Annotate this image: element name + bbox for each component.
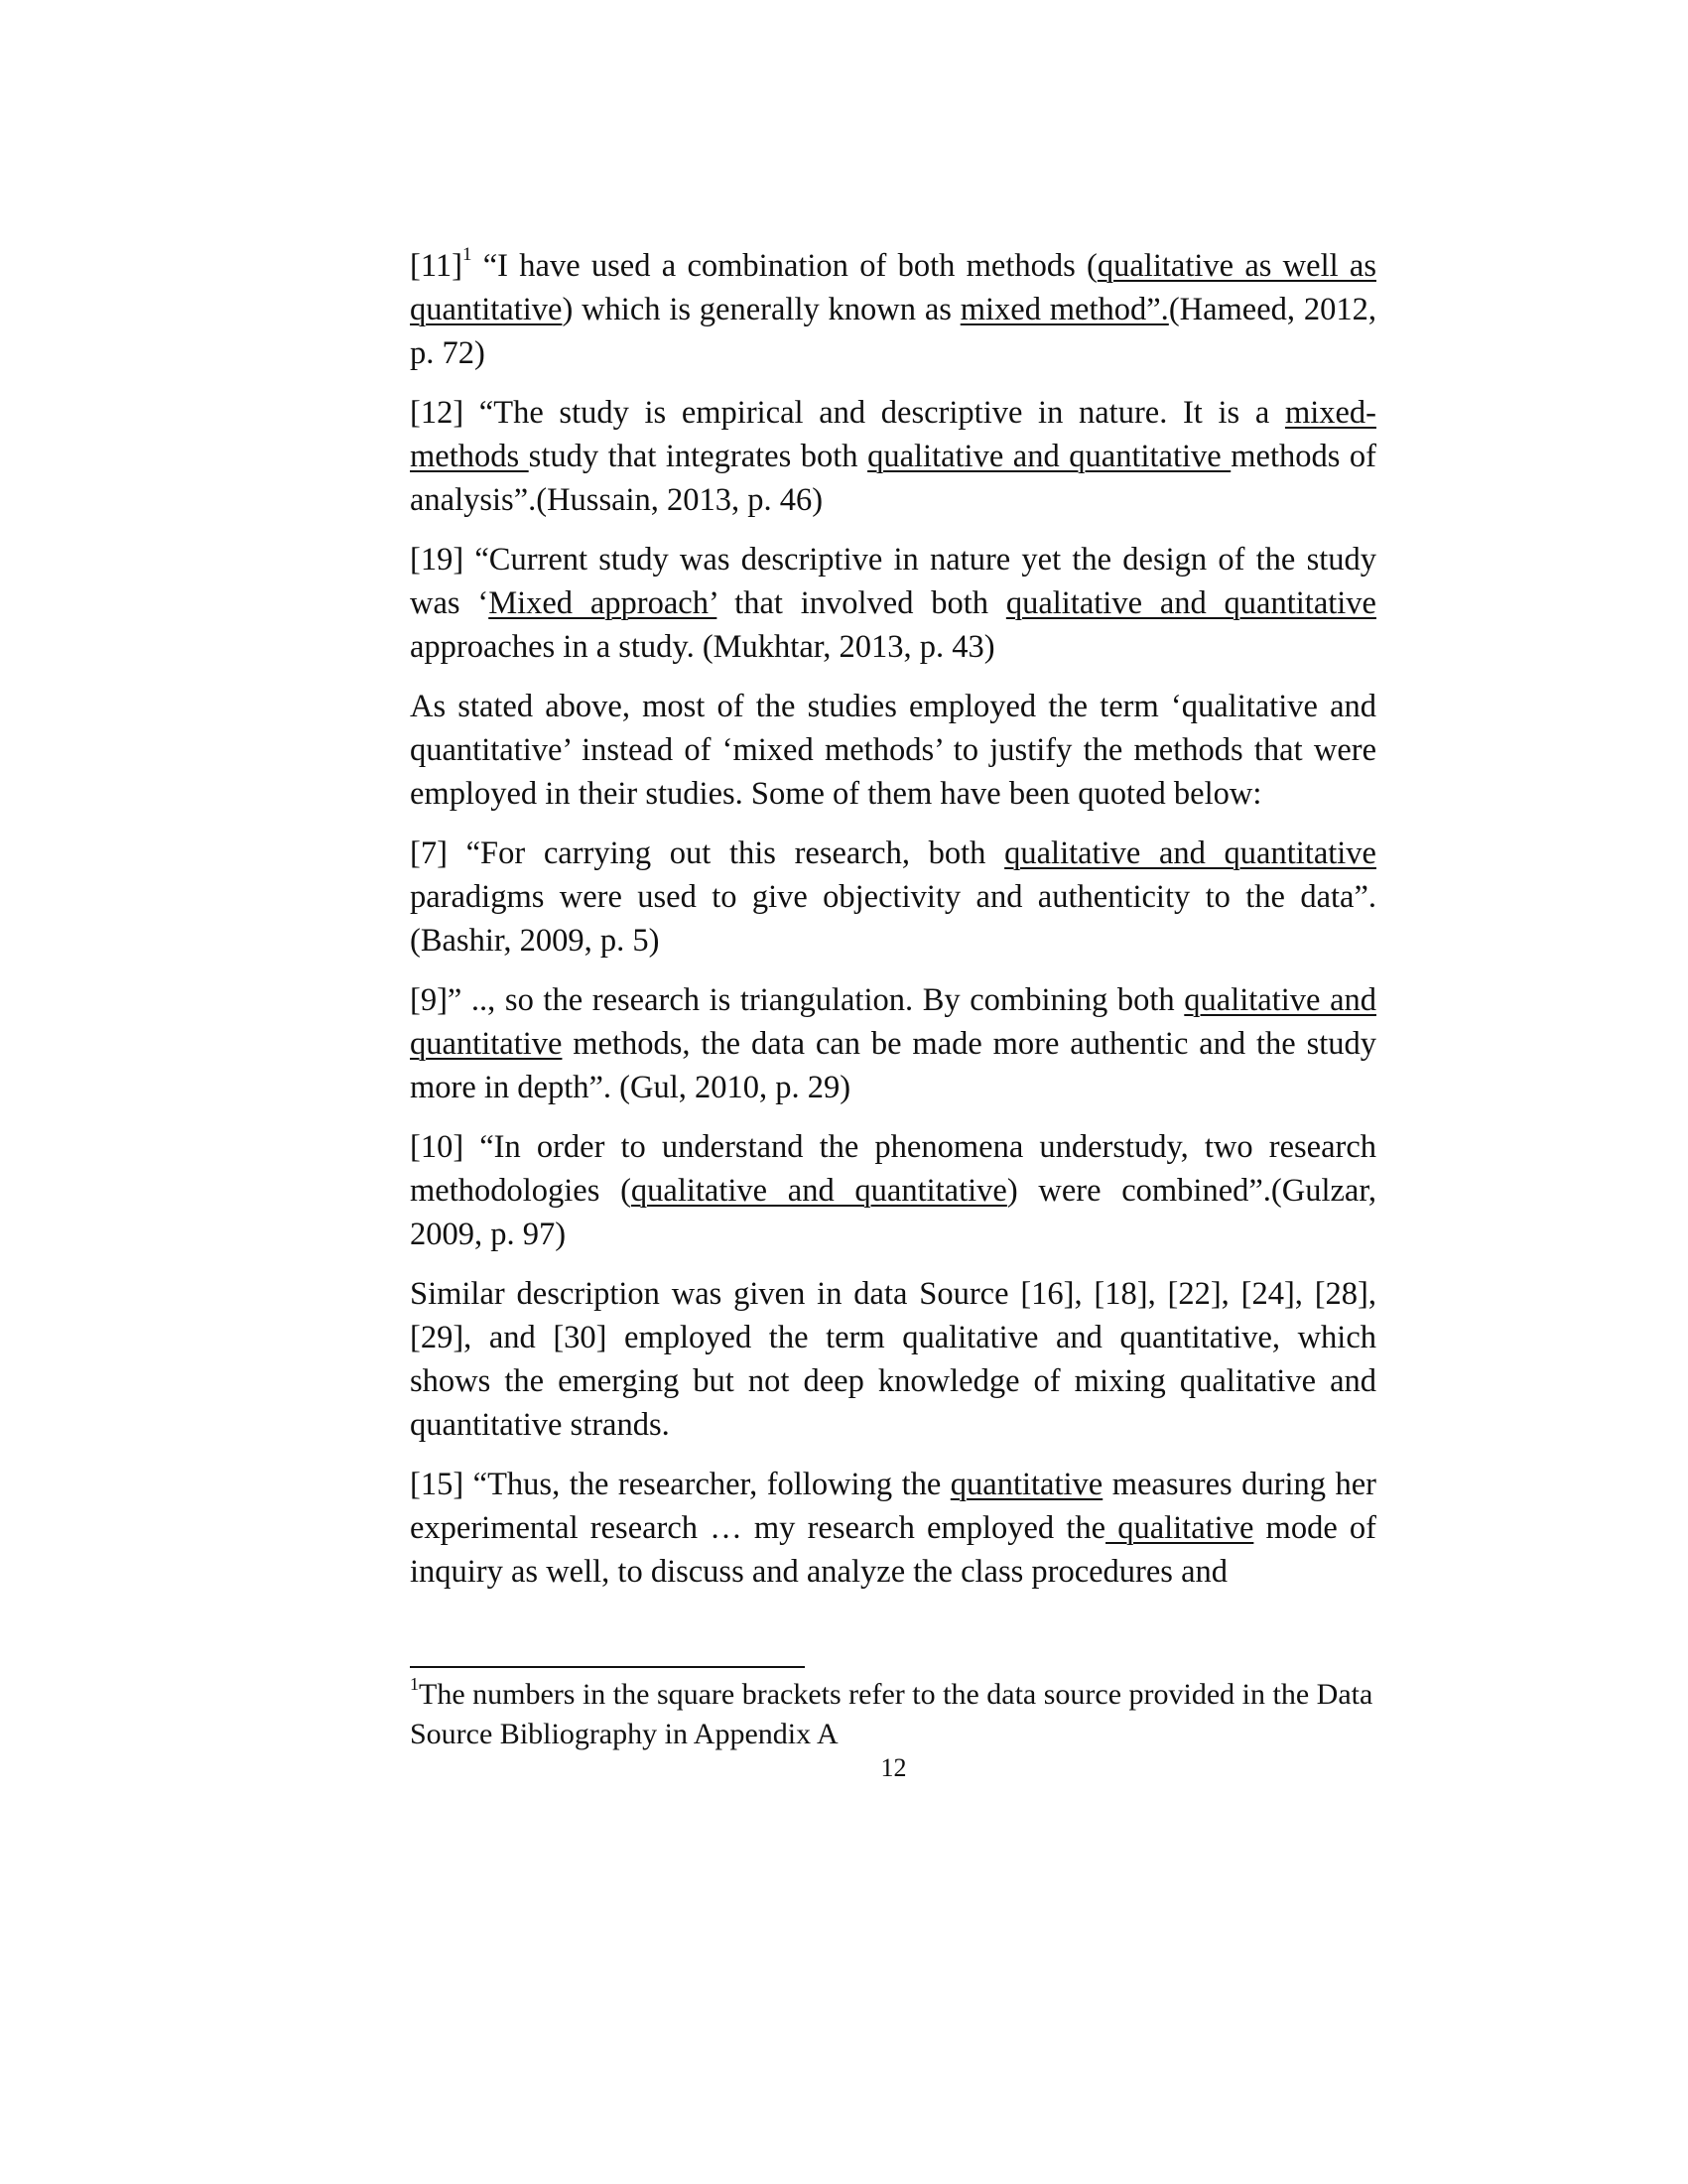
- footnote-separator: [410, 1666, 805, 1668]
- underlined-text: qualitative and quantitative: [867, 439, 1232, 474]
- text-run: methods, the data can be made more authentic and the study more in depth”. (Gul, 2010, p. 29): [410, 1026, 1376, 1105]
- underlined-text: mixed method”.: [960, 292, 1169, 327]
- text-run: As stated above, most of the studies employed the term ‘qualitative and quantitative’ instead of ‘mixed methods’ to justify the methods that were employed in their studies. Some of them have been quoted below:: [410, 689, 1376, 812]
- underlined-text: qualitative and quantitative: [1005, 585, 1376, 621]
- text-run: (Hameed, 2012, p. 72): [410, 292, 1376, 371]
- underlined-text: qualitative and quantitative: [410, 982, 1376, 1062]
- text-run: ) which is generally known as: [562, 292, 961, 327]
- paragraph-p8: [410, 1272, 1376, 1447]
- footnote-marker: 1: [410, 1674, 419, 1694]
- page-number: 12: [880, 1753, 907, 1782]
- text-run: [12] “The study is empirical and descriptive in nature. It is a: [410, 395, 1285, 431]
- text-run: [11]: [410, 248, 462, 284]
- text-run: paradigms were used to give objectivity and authenticity to the data”.(Bashir, 2009, p. 5): [410, 879, 1376, 959]
- text-run: ) were combined”.(Gulzar, 2009, p. 97): [410, 1173, 1376, 1252]
- text-run: measures during her experimental research … my research employed the: [410, 1467, 1376, 1546]
- text-run: methods of analysis”.(Hussain, 2013, p. 46): [410, 439, 1376, 518]
- text-run: mode of inquiry as well, to discuss and analyze the class procedures and: [410, 1510, 1376, 1590]
- text-run: [9]” .., so the research is triangulation. By combining both: [410, 982, 1185, 1018]
- paragraph-p6: [410, 978, 1376, 1109]
- text-run: study that integrates both: [528, 439, 868, 474]
- underlined-text: qualitative and quantitative: [1004, 835, 1376, 871]
- paragraph-p9: [410, 1463, 1376, 1594]
- paragraph-p7: [410, 1125, 1376, 1256]
- underlined-text: quantitative: [950, 1467, 1104, 1502]
- page-body: [410, 244, 1376, 1609]
- underlined-text: qualitative: [1105, 1510, 1254, 1546]
- text-run: [15] “Thus, the researcher, following the: [410, 1467, 951, 1502]
- underlined-text: qualitative as well as quantitative: [410, 248, 1376, 327]
- text-run: “I have used a combination of both methods (: [471, 248, 1098, 284]
- underlined-text: qualitative and quantitative: [630, 1173, 1007, 1209]
- paragraph-p2: [410, 391, 1376, 522]
- footnote-text: The numbers in the square brackets refer to the data source provided in the Data Source Bibliography in Appendix A: [410, 1678, 1373, 1750]
- footnote-reference: 1: [461, 244, 472, 266]
- paragraph-p3: [410, 538, 1376, 669]
- paragraph-p4: [410, 685, 1376, 816]
- underlined-text: mixed-methods: [410, 395, 1376, 474]
- text-run: [10] “In order to understand the phenomena understudy, two research methodologies (: [410, 1129, 1376, 1209]
- paragraph-p5: [410, 832, 1376, 963]
- text-run: [7] “For carrying out this research, both: [410, 835, 1005, 871]
- paragraph-p1: [410, 244, 1376, 375]
- text-run: [19] “Current study was descriptive in nature yet the design of the study was ‘: [410, 542, 1376, 621]
- text-run: approaches in a study. (Mukhtar, 2013, p. 43): [410, 629, 995, 665]
- underlined-text: Mixed approach’: [488, 585, 717, 621]
- footnote: [410, 1675, 1376, 1754]
- text-run: Similar description was given in data Source [16], [18], [22], [24], [28], [29], and [30] employed the term qualitative and quantitative, which shows the emerging but not deep knowledge of mixing qualitative and quantitative strands.: [410, 1276, 1376, 1443]
- text-run: that involved both: [716, 585, 1006, 621]
